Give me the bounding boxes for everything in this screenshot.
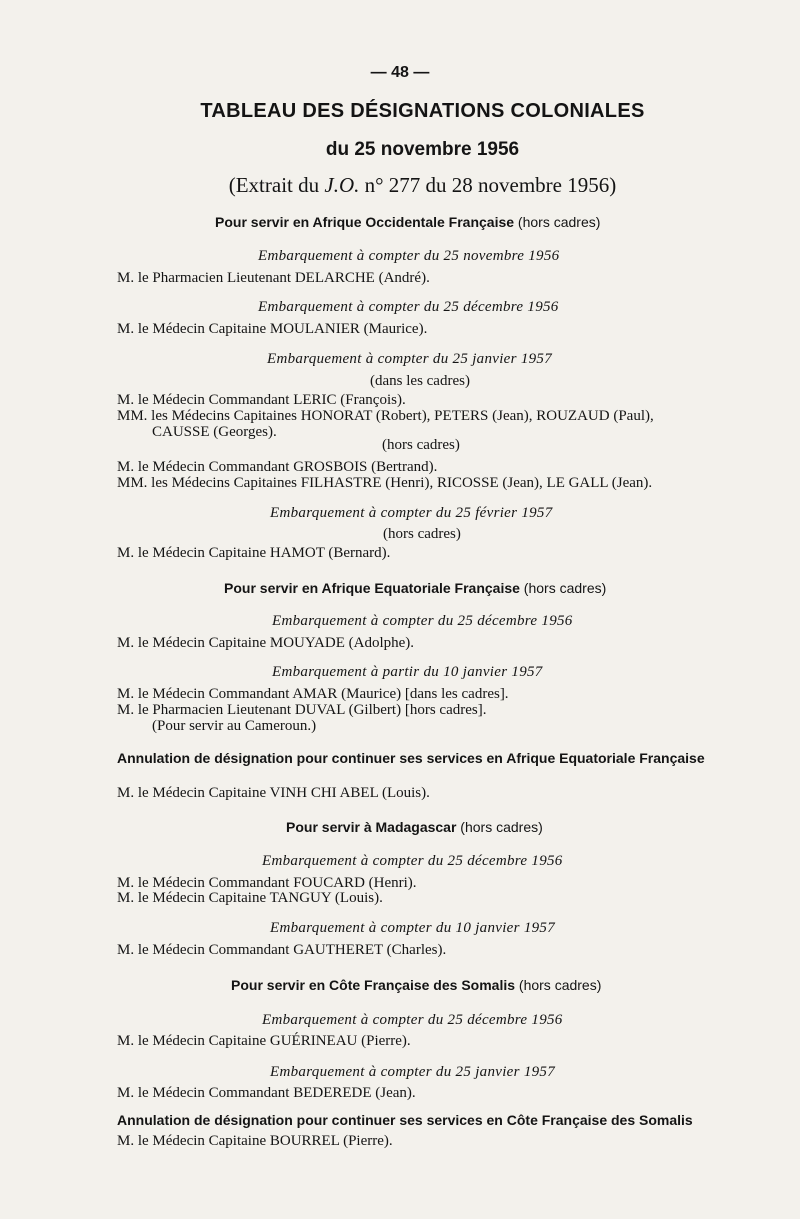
embarkation-date: Embarquement à compter du 25 janvier 1957 xyxy=(267,351,553,367)
section-heading-aof: Pour servir en Afrique Occidentale Française (hors cadres) xyxy=(215,214,601,230)
designation-line: CAUSSE (Georges). xyxy=(152,424,277,440)
extract-note: (Extrait du J.O. n° 277 du 28 novembre 1956) xyxy=(228,173,617,197)
designation-line: M. le Médecin Capitaine TANGUY (Louis). xyxy=(117,890,383,906)
designation-line: M. le Médecin Commandant AMAR (Maurice) [dans les cadres]. xyxy=(117,686,509,702)
designation-line: M. le Médecin Commandant GROSBOIS (Bertrand). xyxy=(117,459,438,475)
cadre-note: (dans les cadres) xyxy=(370,373,470,389)
page-subtitle: du 25 novembre 1956 xyxy=(325,139,520,160)
embarkation-date: Embarquement à compter du 25 février 1957 xyxy=(270,505,553,521)
embarkation-date: Embarquement à compter du 25 décembre 1956 xyxy=(258,299,559,315)
cadre-note: (hors cadres) xyxy=(383,526,461,542)
section-heading-annulation-aef: Annulation de désignation pour continuer ses services en Afrique Equatoriale Française xyxy=(117,750,705,766)
designation-note: (Pour servir au Cameroun.) xyxy=(152,718,317,734)
section-heading-somalis: Pour servir en Côte Française des Somalis (hors cadres) xyxy=(231,977,602,993)
designation-line: M. le Pharmacien Lieutenant DELARCHE (André). xyxy=(117,270,430,286)
designation-line: M. le Médecin Capitaine HAMOT (Bernard). xyxy=(117,545,391,561)
designation-line: M. le Médecin Capitaine MOULANIER (Maurice). xyxy=(117,321,428,337)
cadre-note: (hors cadres) xyxy=(382,437,460,453)
designation-line: M. le Médecin Commandant GAUTHERET (Charles). xyxy=(117,942,447,958)
page-number: — 48 — xyxy=(370,64,430,81)
embarkation-date: Embarquement à compter du 25 décembre 1956 xyxy=(262,1012,563,1028)
designation-line: M. le Médecin Capitaine BOURREL (Pierre). xyxy=(117,1133,393,1149)
designation-line: MM. les Médecins Capitaines FILHASTRE (Henri), RICOSSE (Jean), LE GALL (Jean). xyxy=(117,475,653,491)
designation-line: M. le Médecin Commandant FOUCARD (Henri). xyxy=(117,875,417,891)
designation-line: M. le Médecin Commandant BEDEREDE (Jean). xyxy=(117,1085,416,1101)
embarkation-date: Embarquement à compter du 10 janvier 1957 xyxy=(270,920,556,936)
embarkation-date: Embarquement à compter du 25 décembre 1956 xyxy=(272,613,573,629)
designation-line: MM. les Médecins Capitaines HONORAT (Robert), PETERS (Jean), ROUZAUD (Paul), xyxy=(117,408,654,424)
embarkation-date: Embarquement à compter du 25 décembre 1956 xyxy=(262,853,563,869)
page-title: TABLEAU DES DÉSIGNATIONS COLONIALES xyxy=(200,100,645,122)
section-heading-annulation-somalis: Annulation de désignation pour continuer ses services en Côte Française des Somalis xyxy=(117,1112,693,1128)
designation-line: M. le Médecin Capitaine VINH CHI ABEL (Louis). xyxy=(117,785,430,801)
embarkation-date: Embarquement à partir du 10 janvier 1957 xyxy=(272,664,543,680)
embarkation-date: Embarquement à compter du 25 novembre 1956 xyxy=(258,248,560,264)
section-heading-madagascar: Pour servir à Madagascar (hors cadres) xyxy=(286,819,543,835)
designation-line: M. le Médecin Commandant LERIC (François). xyxy=(117,392,406,408)
designation-line: M. le Pharmacien Lieutenant DUVAL (Gilbert) [hors cadres]. xyxy=(117,702,487,718)
designation-line: M. le Médecin Capitaine MOUYADE (Adolphe). xyxy=(117,635,415,651)
section-heading-aef: Pour servir en Afrique Equatoriale Française (hors cadres) xyxy=(224,580,607,596)
embarkation-date: Embarquement à compter du 25 janvier 1957 xyxy=(270,1064,556,1080)
designation-line: M. le Médecin Capitaine GUÉRINEAU (Pierre). xyxy=(117,1033,411,1049)
